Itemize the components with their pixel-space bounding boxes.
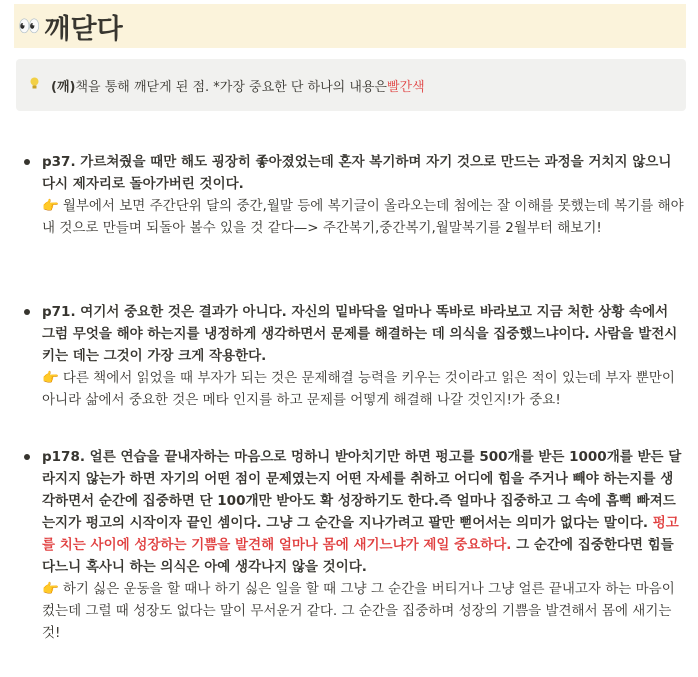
pointing-hand-icon: 👉 bbox=[42, 370, 59, 386]
callout-block[interactable] bbox=[16, 59, 686, 111]
note-text: 하기 싫은 운동을 할 때나 하기 싫은 일을 할 때 그냥 그 순간을 버티거나 그냥 얼른 끝내고자 하는 마음이 컸는데 그럴 때 성장도 없다는 말이 무서운거 같다. 그 순간을 집중하며 성장의 기쁨을 발견해서 몸에 새기는 것! bbox=[42, 581, 675, 641]
callout-text: 책을 통해 깨닫게 된 점. *가장 중요한 단 하나의 내용은 bbox=[75, 79, 387, 95]
note-text: 다른 책에서 읽었을 때 부자가 되는 것은 문제해결 능력을 키우는 것이라고 읽은 적이 있는데 부자 뿐만이 아니라 삶에서 중요한 것은 메타 인지를 하고 문제를 어떻게 해결해 나갈 것인지!가 중요! bbox=[42, 370, 675, 408]
bullet-dot bbox=[24, 454, 30, 460]
list-item[interactable] bbox=[24, 301, 684, 411]
eyes-icon: 👀 bbox=[18, 15, 39, 37]
quote-text-end: 그 순간에 집중한다면 힘들다느니 혹사니 하는 의식은 아예 생각나지 않을 것이다. bbox=[42, 537, 674, 575]
quote-text: p37. 가르쳐줬을 때만 해도 굉장히 좋아졌었는데 혼자 복기하며 자기 것으로 만드는 과정을 거치지 않으니 다시 제자리로 돌아가버린 것이다. bbox=[42, 154, 672, 192]
list-item[interactable] bbox=[24, 151, 684, 239]
pointing-hand-icon: 👉 bbox=[42, 581, 59, 597]
quote-text: p178. 얼른 연습을 끝내자하는 마음으로 멍하니 받아치기만 하면 펑고를 500개를 받든 1000개를 받든 달라지지 않는가 하면 자기의 어떤 점이 문제였는지 어떤 자세를 취하고 어디에 힘을 주거나 빼야 하는지를 생각하면서 순간에 집중하면 단 100개만 받아도 확 성장하기도 한다.즉 얼마나 집중하고 그 속에 흠뻑 빠져드는지가 펑고의 시작이자 끝인 셈이다. 그냥 그 순간을 지나가려고 팔만 뻗어서는 의미가 없다는 말이다. bbox=[42, 449, 682, 531]
pointing-hand-icon: 👉 bbox=[42, 198, 59, 214]
page-title-bar bbox=[14, 4, 686, 48]
list-item[interactable] bbox=[24, 446, 684, 644]
page-title[interactable]: 깨닫다 bbox=[44, 13, 123, 45]
note-text: 월부에서 보면 주간단위 달의 중간,월말 등에 복기글이 올라오는데 첨에는 잘 이해를 못했는데 복기를 해야 내 것으로 만들며 되돌아 볼수 있을 것 같다—> 주간복기,중간복기,월말복기를 2월부터 해보기! bbox=[42, 198, 684, 236]
callout-highlight: 빨간색 bbox=[387, 79, 425, 95]
callout-label: (깨) bbox=[51, 79, 76, 95]
quote-text: p71. 여기서 중요한 것은 결과가 아니다. 자신의 밑바닥을 얼마나 똑바로 바라보고 지금 처한 상황 속에서 그럼 무엇을 해야 하는지를 냉정하게 생각하면서 문제를 해결하는 데 의식을 집중했느냐이다. 사람을 발전시키는 데는 그것이 가장 크게 작용한다. bbox=[42, 304, 678, 364]
bullet-dot bbox=[24, 309, 30, 315]
quote-highlight: 펑고를 치는 사이에 성장하는 기쁨을 발견해 얼마나 몸에 새기느냐가 제일 중요하다. bbox=[42, 515, 679, 553]
bullet-dot bbox=[24, 159, 30, 165]
lightbulb-icon bbox=[30, 77, 39, 94]
